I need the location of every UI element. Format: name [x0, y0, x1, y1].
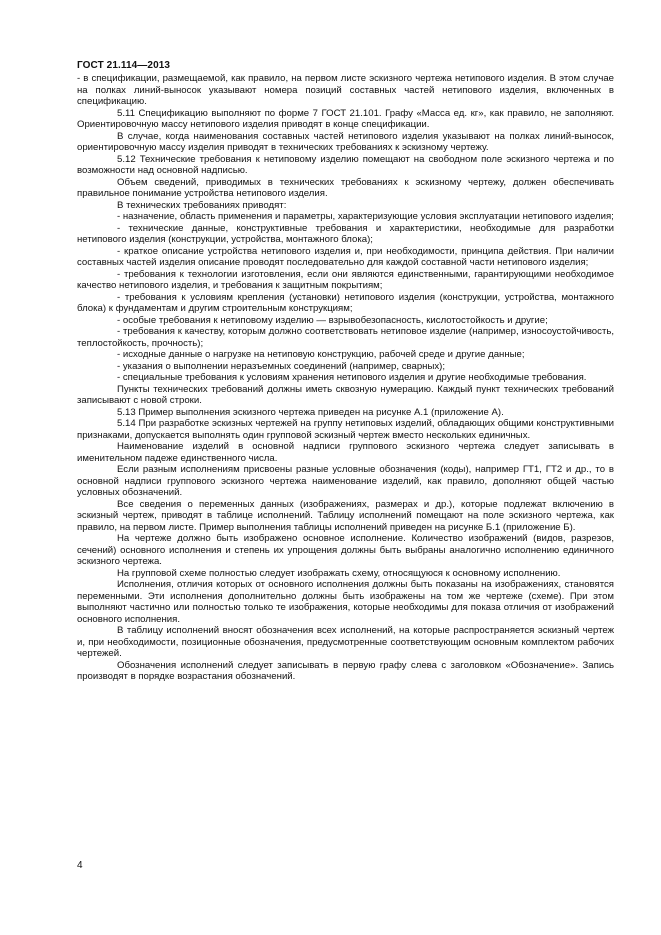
- list-item: - особые требования к нетиповому изделию — взрывобезопасность, кислотостойкость и другие;: [117, 314, 548, 326]
- document-body: [77, 73, 614, 683]
- paragraph: В технических требованиях приводят:: [117, 199, 287, 211]
- list-item: - указания о выполнении неразъемных соединений (например, сварных);: [117, 360, 445, 372]
- list-item: - требования к условиям крепления (установки) нетипового изделия (конструкции, устройства, монтажного блока) к фундаментам и другим строительным конструкциям;: [77, 291, 614, 314]
- list-item: - исходные данные о нагрузке на нетиповую конструкцию, рабочей среде и другие данные;: [117, 349, 525, 360]
- list-item: - краткое описание устройства нетипового изделия и, при необходимости, принципа действия. При наличии составных частей изделия описание проводят последовательно для каждой составной части нетипового изделия;: [77, 245, 614, 268]
- paragraph: 5.13 Пример выполнения эскизного чертежа приведен на рисунке А.1 (приложение А).: [117, 406, 504, 418]
- paragraph: - в спецификации, размещаемой, как правило, на первом листе эскизного чертежа нетипового изделия. В этом случае на полках линий-выносок указывают номера позиций составных частей нетипового изделия, включенных в спецификацию.: [77, 73, 614, 107]
- paragraph: 5.11 Спецификацию выполняют по форме 7 ГОСТ 21.101. Графу «Масса ед. кг», как правило, не заполняют. Ориентировочную массу нетипового изделия приводят в конце спецификации.: [77, 107, 614, 130]
- paragraph: Все сведения о переменных данных (изображениях, размерах и др.), которые подлежат включению в эскизный чертеж, приводят в таблице исполнений. Таблицу исполнений помещают на поле эскизного чертежа, как правило, на первом листе. Пример выполнения таблицы исполнений приведен на рисунке Б.1 (приложение Б).: [77, 498, 614, 533]
- paragraph: На групповой схеме полностью следует изображать схему, относящуюся к основному исполнению.: [117, 567, 561, 579]
- list-item: - технические данные, конструктивные требования и характеристики, необходимые для разработки нетипового изделия (конструкции, устройства, монтажного блока);: [77, 222, 614, 245]
- paragraph: 5.12 Технические требования к нетиповому изделию помещают на свободном поле эскизного чертежа и по возможности над основной надписью.: [77, 153, 614, 176]
- page-number: 4: [77, 860, 83, 871]
- paragraph: На чертеже должно быть изображено основное исполнение. Количество изображений (видов, разрезов, сечений) основного исполнения и степень их упрощения должны быть выбраны аналогично исполнению единичного эскизного чертежа.: [77, 533, 614, 567]
- paragraph: В таблицу исполнений вносят обозначения всех исполнений, на которые распространяется эскизный чертеж и, при необходимости, позиционные обозначения, предусмотренные соответствующим основным комплектом рабочих чертежей.: [77, 625, 614, 659]
- list-item: - назначение, область применения и параметры, характеризующие условия эксплуатации нетипового изделия;: [117, 211, 614, 222]
- paragraph: 5.14 При разработке эскизных чертежей на группу нетиповых изделий, обладающих общими конструктивными признаками, допускается выполнять один групповой эскизный чертеж вместо нескольких единичных.: [77, 418, 614, 441]
- list-item: - специальные требования к условиям хранения нетипового изделия и другие необходимые требования.: [117, 372, 587, 383]
- paragraph: Исполнения, отличия которых от основного исполнения должны быть показаны на изображениях, становятся переменными. Эти исполнения дополнительно должны быть изображены на том же чертеже (схеме). При этом выполняют частично или полностью только те изображения, которые необходимы для показа отличия от изображений основного исполнения.: [77, 579, 614, 625]
- paragraph: Пункты технических требований должны иметь сквозную нумерацию. Каждый пункт технических требований записывают с новой строки.: [77, 383, 614, 406]
- paragraph: Обозначения исполнений следует записывать в первую графу слева с заголовком «Обозначение». Запись производят в порядке возрастания обозначений.: [77, 659, 614, 682]
- list-item: - требования к качеству, которым должно соответствовать нетиповое изделие (например, износоустойчивость, теплостойкость, прочность);: [77, 326, 614, 349]
- paragraph: В случае, когда наименования составных частей нетипового изделия указывают на полках линий-выносок, ориентировочную массу изделия приводят в технических требованиях к эскизному чертежу.: [77, 130, 614, 153]
- paragraph: Наименование изделий в основной надписи группового эскизного чертежа следует записывать в именительном падеже единственного числа.: [77, 441, 614, 464]
- paragraph: Если разным исполнениям присвоены разные условные обозначения (коды), например ГТ1, ГТ2 и др., то в основной надписи группового эскизного чертежа наименование изделий, как правило, дополняют общей частью условных обозначений.: [77, 464, 614, 498]
- document-code-header: ГОСТ 21.114—2013: [77, 60, 171, 71]
- list-item: - требования к технологии изготовления, если они являются единственными, гарантирующими необходимое качество нетипового изделия, и требования к защитным покрытиям;: [77, 268, 614, 291]
- paragraph: Объем сведений, приводимых в технических требованиях к эскизному чертежу, должен обеспечивать правильное понимание устройства нетипового изделия.: [77, 176, 614, 199]
